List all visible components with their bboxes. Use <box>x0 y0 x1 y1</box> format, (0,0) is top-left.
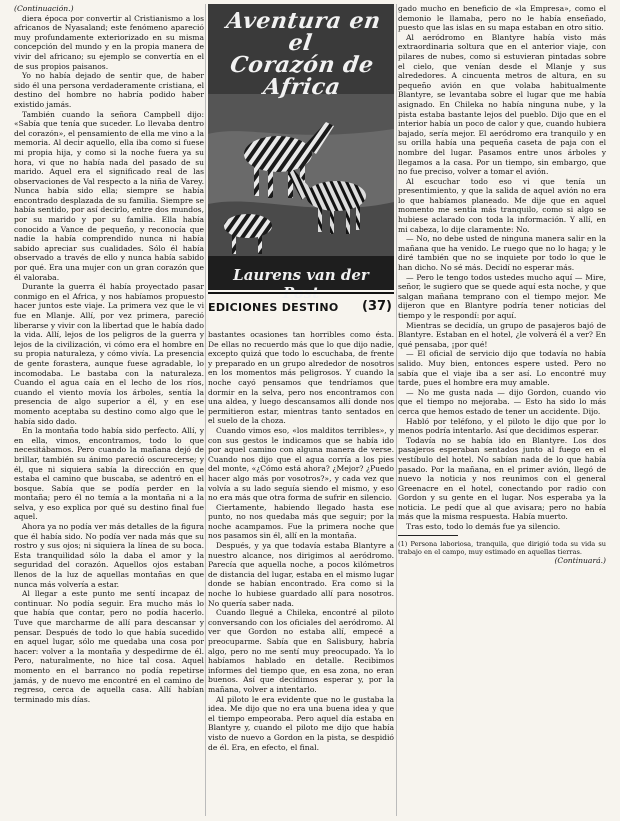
footnote-rule <box>398 535 458 536</box>
paragraph: gado mucho en beneficio de «la Empresa», como el demonio le llamaba, pero no le había enseñado, puesto que las islas en su mapa estaban en otro sitio. <box>398 4 606 33</box>
page-number: (37) <box>362 299 392 314</box>
paragraph: También cuando la señora Campbell dijo: «Sabía que tenía que suceder. Lo llevaba dentro del corazón», el pensamiento de ella me vino a la memoria. Al decir aquello, ella iba como si fuese mi propia hija, y como si la noche fuera ya su hora, vi que no había nada del pasado de su marido. Aquel era el significado real de las observaciones de Val respecto a la niña de Varey. Nunca había sido ella; siempre se había encontrado desplazada de su familia. Siempre se había sentido, por así decirlo, entre dos mundos, por su marido y por su familia. Ella había conocido a Vance de pequeño, y reconocía que nadie la había comprendido nunca ni había sabido apreciar sus cualidades. Sólo él había observado a través de ello y nunca había sabido por qué. Era una mujer con un gran corazón que él valoraba. <box>14 109 204 282</box>
paragraph: Después, y ya que todavía estaba Blantyre a nuestro alcance, nos dirigimos al aeródromo. Parecía que aquella noche, a pocos kilómetros de distancia del lugar, estaba en el mismo lugar donde se habían encontrado. Era como si la noche lo hubiese guardado allí para nosotros. No quería saber nada. <box>208 541 394 608</box>
middle-text-column <box>208 330 394 816</box>
publisher-name: EDICIONES DESTINO <box>208 301 339 314</box>
paragraph: Ahora ya no podía ver más detalles de la figura que él había sido. No podía ver nada más que su rostro y sus ojos; ni siquiera la línea de su boca. Esta tranquilidad sólo la daba el amor y la seguridad del corazón. Aquellos ojos estaban llenos de la luz de aquellas montañas en que nunca más volvería a estar. <box>14 522 204 589</box>
paragraph: Todavía no se había ido en Blantyre. Los dos pasajeros esperaban sentados junto al fuego en el vestíbulo del hotel. No sabían nada de lo que había pasado. Por la mañana, en el primer avión, llegó de nuevo la noticia y nos reunimos con el general Greenacre en el hotel, conectando por radio con Gordon y su gente en el lugar. Nos esperaba ya la noticia. Le pedí que al que avisara; pero no había más que la misma respuesta. Había muerto. <box>398 435 606 522</box>
paragraph: Yo no había dejado de sentir que, de haber sido él una persona verdaderamente cristiana, el destino del hombre no habría podido haber existido jamás. <box>14 71 204 109</box>
left-text-column <box>14 4 204 816</box>
paragraph: — El oficial de servicio dijo que todavía no había salido. Muy bien, entonces espere usted. Pero no sabía que el viaje iba a ser así. Lo encontré muy tarde, pues el hombre era muy amable. <box>398 349 606 388</box>
book-cover <box>208 4 394 302</box>
cover-title-line: Aventura en el <box>224 8 383 56</box>
paragraph: Tras esto, todo lo demás fue ya silencio. <box>406 522 561 532</box>
paragraph: Al llegar a este punto me sentí incapaz de continuar. No podía seguir. Era mucho más lo que había que contar, pero no podía hacerlo. Tuve que marcharme de allí para descansar y pensar. Después de todo lo que había sucedido en aquel lugar, sólo me quedaba una cosa por hacer: volver a la montaña y despedirme de él. Pero, naturalmente, no hice tal cosa. Aquel momento en el barranco no podía repetirse jamás, y de nuevo me encontré en el camino de regreso, cerca de aquella casa. Allí habían terminado mis días. <box>14 589 204 704</box>
paragraph: Durante la guerra él había proyectado pasar conmigo en el Africa, y nos habíamos propuesto hacer juntos este viaje. La primera vez que le vi fue en Mlanje. Allí, por vez primera, pareció liberarse y vivir con la libertad que le había dado la vida. Allí, lejos de los peligros de la guerra y lejos de la civilización, vi cómo era el hombre en su propia naturaleza, y cómo vivía. La presencia de gente forastera, aunque fuese agradable, lo incomodaba. Le bastaba con la naturaleza. Cuando el agua caía en el lecho de los ríos, cuando el viento movía los árboles, sentía la presencia de algo superior a él, y en ese momento aceptaba su destino como algo que le había sido dado. <box>14 282 204 426</box>
paragraph: Al piloto le era evidente que no le gustaba la idea. Me dijo que no era una buena idea y que el tiempo empeoraba. Pero aquel día estaba en Blantyre y, cuando el piloto me dijo que había visto de nuevo a Gordon en la pista, se despidió de él. Era, en efecto, el final. <box>208 694 394 752</box>
paragraph: bastantes ocasiones tan horribles como ésta. De ellas no recuerdo más que lo que dijo nadie, excepto quizá que todo lo escuchaba, de frente y preparado en un grupo alrededor de nosotros en los momentos más peligrosos. Y cuando la noche cayó pensamos que tendríamos que dormir en la selva, pero nos encontramos con una aldea, y luego descansamos allí donde nos permitieron estar, mientras tanto sentados en el suelo de la choza. <box>208 330 394 426</box>
cover-title <box>214 10 390 98</box>
paragraph: Habló por teléfono, y el piloto le dijo que por lo menos podría intentarlo. Así que decidimos esperar. <box>398 416 606 436</box>
paragraph: — No me gusta nada — dijo Gordon, cuando vio que el tiempo no mejoraba. — Esto ha sido lo más cerca que hemos estado de tener un accidente. Dijo. <box>398 387 606 416</box>
paragraph: Al aeródromo en Blantyre había visto más extraordinaria soltura que en el anterior viaje, con pilares de nubes, como si estuvieran pintadas sobre el cielo, que venían desde el Mlanje y sus alrededores. A cincuenta metros de altura, en su pequeño avión en que volaba habitualmente Blantyre, se levantaba sobre el lugar que me había asignado. En Chileka no había ninguna nube, y la pista estaba bastante lejos del pueblo. Dijo que en el interior había un poco de calor y que, cuando hubiera bajado, sería mejor. El aeródromo era tranquilo y en su orilla había una pequeña caseta de paja con el nombre del lugar. Pasamos entre unos árboles y llegamos a la casa. Por un tiempo, sin embargo, que no fue preciso, volver a tomar el avión. <box>398 32 606 177</box>
continued-note: (Continuará.) <box>554 555 606 565</box>
right-text-column <box>398 4 606 816</box>
paragraph: Al escuchar todo eso vi que tenía un presentimiento, y que la salida de aquel avión no era lo que habíamos planeado. Me dije que en aquel momento me sentía más tranquilo, como si algo se hubiese aclarado con toda la información. Y allí, en mi cabeza, lo dije claramente: No. <box>398 176 606 234</box>
paragraph: — Pero le tengo todos ustedes mucho aquí — Mire, señor, le sugiero que se quede aquí esta noche, y que salgan mañana temprano con el tiempo mejor. Me dijeron que en Blantyre podría tener noticias del tiempo y le respondí: por aquí. <box>398 272 606 320</box>
cover-title-line: Africa <box>261 74 343 100</box>
column-divider <box>396 4 397 816</box>
publisher-bar <box>208 292 394 324</box>
cover-author: Laurens van der Post <box>233 266 369 302</box>
paragraph: Cuando llegué a Chileka, encontré al piloto conversando con los oficiales del aeródromo. Al ver que Gordon no estaba allí, empecé a preocuparme. Sabía que en Salisbury, habría algo, pero no me sentí muy preocupado. Ya lo habíamos hablado en detalle. Recibimos informes del tiempo que, en esa zona, no eran buenos. Así que decidimos esperar y, por la mañana, volver a intentarlo. <box>208 608 394 694</box>
paragraph: En la montaña todo había sido perfecto. Allí, y en ella, vimos, encontramos, todo lo que necesitábamos. Pero cuando la mañana dejó de brillar, también su ánimo pareció oscurecerse; y él, que ni siquiera sabía la dirección en que estaba el camino que buscaba, se adentró en el bosque. Sabía que se podía perder en la montaña; pero él no temía a la montaña ni a la selva, y eso explica por qué su destino final fue aquel. <box>14 426 204 522</box>
paragraph: diera época por convertir al Cristianismo a los africanos de Nyasaland; este fenómeno apareció muy profundamente exteriorizado en su misma concepción del mundo y en la propia manera de vivir del africano; su ejemplo se convertía en el de sus propios paisanos. <box>14 13 204 71</box>
paragraph: Mientras se decidía, un grupo de pasajeros bajó de Blantyre. Estaban en el hotel, ¿le volverá él a ver? En qué pensaba, ¡por qué! <box>398 320 606 349</box>
footnote: (1) Persona laboriosa, tranquila, que dirigió toda su vida su trabajo en el campo, muy estimado en aquellas tierras. <box>398 539 606 556</box>
column-divider <box>205 4 206 816</box>
paragraph: Ciertamente, habiendo llegado hasta ese punto, no nos quedaba más que seguir; por la noche acampamos. Fue la primera noche que nos pasamos sin él, allí en la montaña. <box>208 502 394 541</box>
paragraph: Cuando vimos eso, «los malditos terribles», y con sus gestos le indicamos que se había ido por aquel camino con alguna manera de verse. Cuando nos dijo que el agua corría a los pies del monte, «¿Cómo está ahora? ¿Mejor? ¿Puedo hacer algo más por vosotros?», y cada vez que volvía a su lado seguía siendo el mismo, y eso no era más que otra forma de sufrir en silencio. <box>208 425 394 503</box>
continuation-note: (Continuación.) <box>14 4 74 13</box>
cover-title-line: Corazón de <box>228 52 376 78</box>
paragraph: — No, no debe usted de ninguna manera salir en la mañana que ha venido. Le ruego que no lo haga; y le diré también que no se inquiete por todo lo que le han dicho. No sé más. Decidí no esperar más. <box>398 234 606 273</box>
